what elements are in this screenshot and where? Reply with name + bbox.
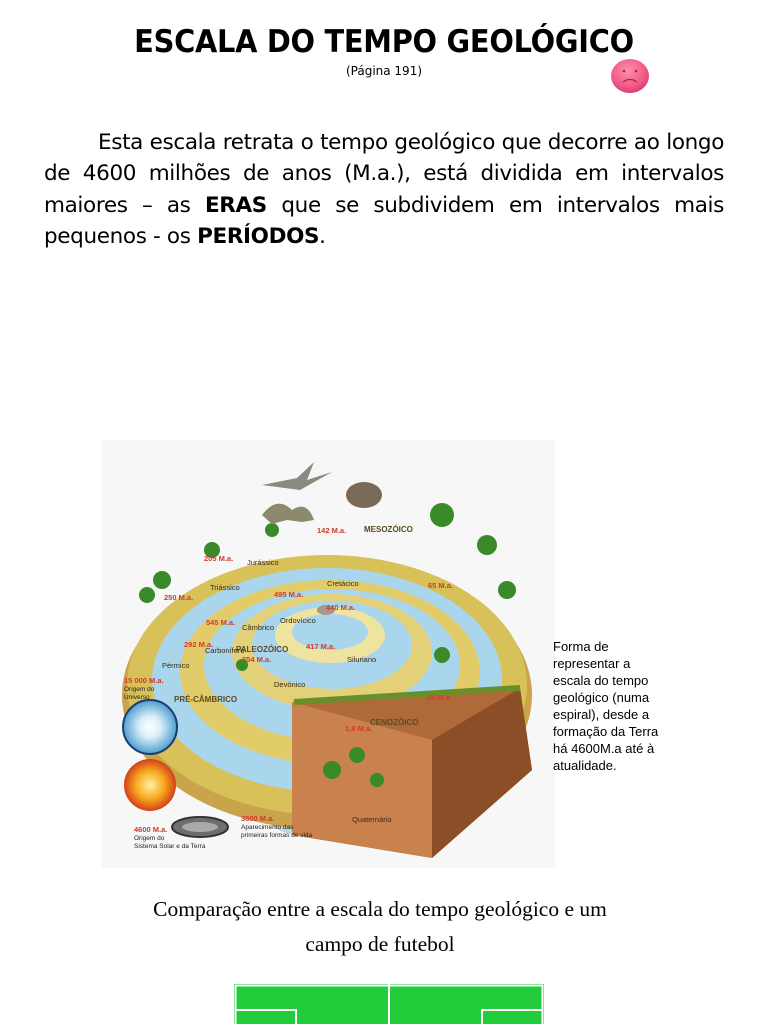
note-life: primeiras formas de vida: [241, 832, 313, 839]
note-universe: Universo: [124, 694, 150, 701]
period-cambrico: Câmbrico: [242, 623, 275, 632]
period-quaternario: Quaternário: [352, 815, 392, 824]
era-cenozoico: CENOZÓICO: [370, 718, 419, 727]
period-ordovicico: Ordovícico: [280, 616, 316, 625]
era-paleozoico: PALEOZÓICO: [236, 645, 289, 654]
page-title: ESCALA DO TEMPO GEOLÓGICO: [134, 24, 634, 60]
note-solar: Origem do: [134, 835, 165, 842]
period-devonico: Devónico: [274, 680, 306, 689]
age-label: 440 M.a.: [326, 603, 356, 612]
era-mesozoico: MESOZÓICO: [364, 525, 413, 534]
age-label: 250 M.a.: [164, 593, 194, 602]
geologic-spiral-figure: [102, 440, 555, 868]
age-label: 417 M.a.: [306, 642, 336, 651]
sad-face-icon: [610, 58, 650, 94]
age-label: 495 M.a.: [274, 590, 304, 599]
period-cretacico: Cretácico: [327, 579, 359, 588]
period-triassico: Triássico: [210, 583, 240, 592]
age-label: 1,8 M.a.: [345, 724, 373, 733]
period-siluriano: Siluriano: [347, 655, 377, 664]
comparison-heading: Comparação entre a escala do tempo geológico e um campo de futebol: [153, 897, 607, 956]
football-field-image: [234, 984, 544, 1024]
intro-paragraph: Esta escala retrata o tempo geológico que decorre ao longo de 4600 milhões de anos (M.a.), está dividida em intervalos maiores – as ERAS que se subdividem em intervalos mais pequenos - os PERÍODOS.: [44, 129, 725, 249]
age-label: 545 M.a.: [206, 618, 236, 627]
note-life: Aparecimento das: [241, 824, 294, 831]
age-label: 292 M.a.: [184, 640, 214, 649]
period-carbonifero: Carbonífero: [205, 646, 245, 655]
age-label: 65 M.a.: [428, 581, 454, 590]
age-label: 15 000 M.a.: [124, 676, 164, 685]
note-universe: Origem do: [124, 686, 155, 693]
period-jurassico: Jurássico: [247, 558, 279, 567]
age-label: 354 M.a.: [242, 655, 272, 664]
eras-term: ERAS: [204, 192, 267, 218]
age-label: 4600 M.a.: [134, 825, 168, 834]
age-label: 24 M.a.: [427, 693, 453, 702]
age-label: 3800 M.a.: [241, 814, 275, 823]
periods-term: PERÍODOS: [197, 224, 320, 249]
age-label: 142 M.a.: [317, 526, 347, 535]
period-permico: Pérmico: [162, 661, 190, 670]
era-pre-cambrico: PRÉ-CÂMBRICO: [174, 695, 238, 704]
page-subtitle: (Página 191): [345, 64, 423, 78]
note-solar: Sistema Solar e da Terra: [134, 843, 206, 850]
figure-caption: Forma de representar a escala do tempo geológico (numa espiral), desde a formação da Terra há 4600M.a até à atualidade.: [553, 639, 659, 773]
age-label: 205 M.a.: [204, 554, 234, 563]
